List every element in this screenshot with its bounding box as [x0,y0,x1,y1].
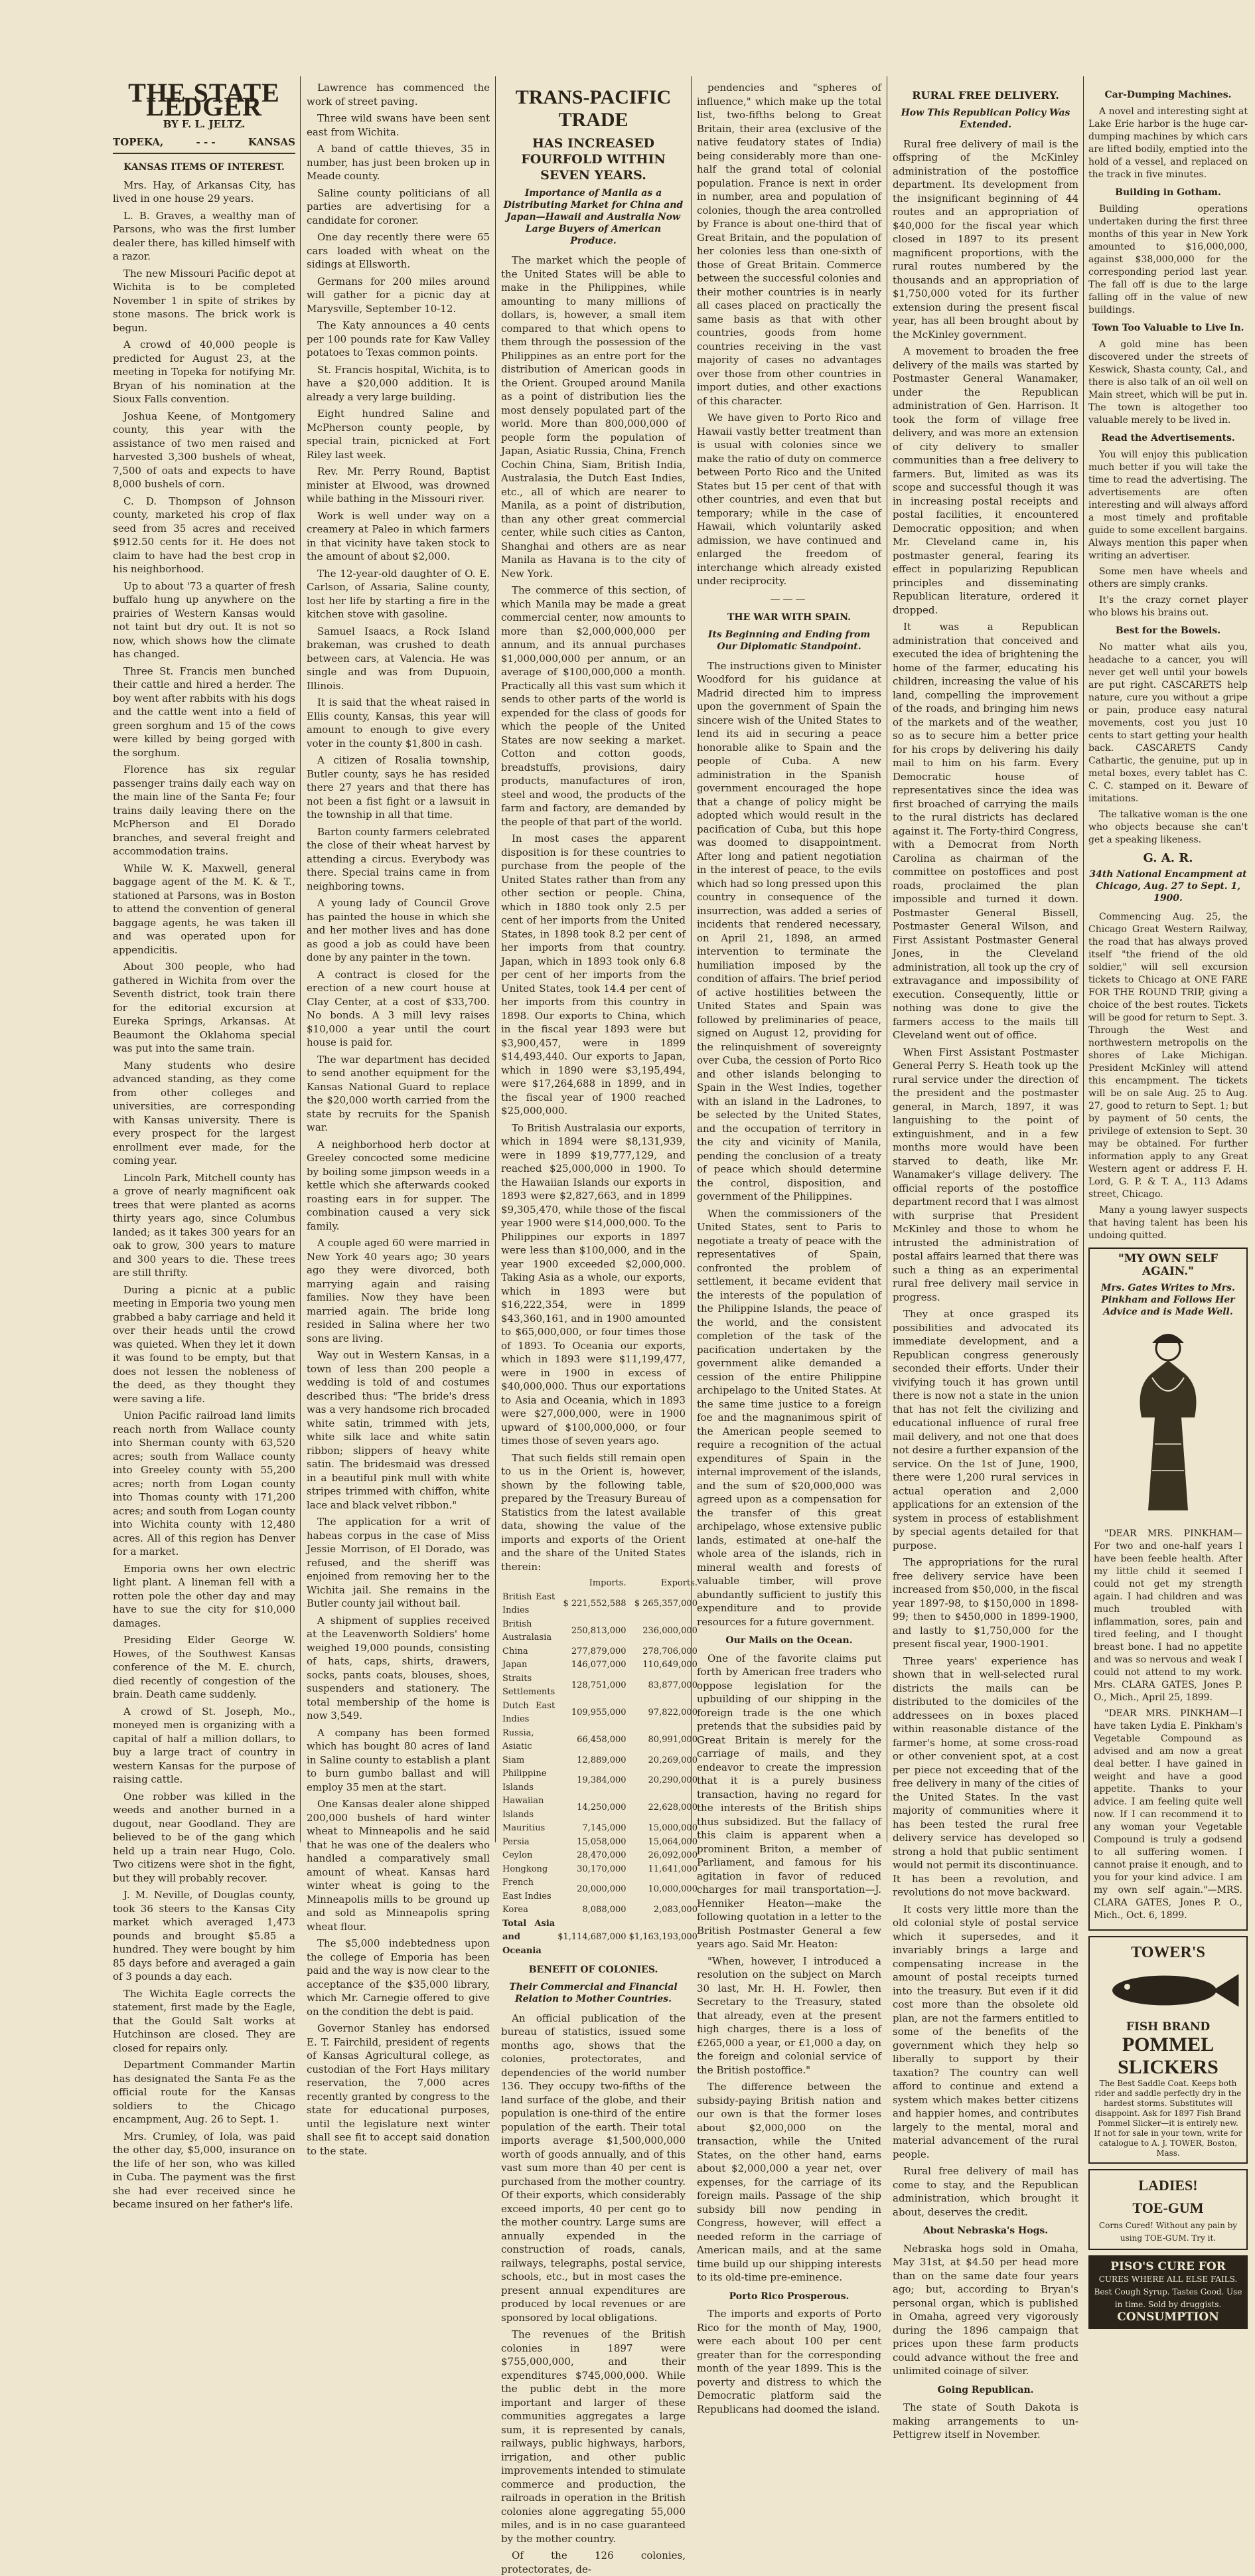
paragraph: Presiding Elder George W. Howes, of the Southwest Kansas conference of the M. E. church, died recently of congestion of the brain. Death came suddenly. [113,1634,295,1700]
paragraph: One of the favorite claims put forth by American free traders who oppose legislation for the upbuilding of our shipping in the foreign trade is the one which pretends that the subsidies paid by Great Britain is merely for the carriage of mails, and they endeavor to create the impression that it is a purely business transaction, having no regard for the interests of the British ships thus subsidized. But the fallacy of this claim is apparent when a prominent Briton, a member of Parliament, and famous for his agitation in favor of reduced charges for mail transportation—J. Henniker Heaton—make the following quotation in a letter to the British Postmaster General a few years ago. Said Mr. Heaton: [697,1652,881,1950]
table-cell: Straits Settlements [502,1673,555,1697]
table-cell: 278,706,000 [642,1646,698,1656]
divider: ——— [770,592,808,605]
paragraph: One day recently there were 65 cars loaded with wheat on the sidings at Ellsworth. [307,231,490,270]
paragraph: Many students who desire advanced standing, as they come from other colleges and universities, are corresponding with Kansas university. There is every prospect for the largest enrollment ever made, for the coming year. [113,1059,295,1167]
paragraph: pendencies and "spheres of influence," which make up the total list, two-fifths belong to Great Britain, their area (exclusive of the native feudatory states of India) being considerably more than one-half the grand total of colonial population. France is next in order in number, area and population of colonies, though the area controlled by France is about one-third that of Great Britain, and the population of her colonies less than one-sixth of those of Great Britain. Commerce between the successful colonies and their mother countries is in nearly all cases placed on practically the same basis as that with other countries, goods from home countries receiving in the vast majority of cases no advantages over those from other countries in import duties, and other exactions of this character. [697,82,881,407]
table-cell: 20,290,000 [648,1775,698,1786]
table-cell: 12,889,000 [577,1755,627,1765]
table-row [501,1849,699,1863]
paragraph: The market which the people of the United States will be able to make in the Philippines, while amounting to many millions of dollars, is, however, a small item compared to that which opens to them through the possession of the Philippines as an entre port for the distribution of American goods in the Orient. Grouped around Manila as a point of distribution lies the most densely populated part of the world. More than 800,000,000 of people form the population of Japan, Asiatic Russia, China, French Cochin China, Siam, British India, Australasia, the Dutch East Indies, etc., all of which are nearer to Manila, as a point of distribution, than any other great commercial center, while such cities as Canton, Shanghai and others are as near Manila as Havana is to the city of New York. [501,254,686,580]
section-heading: Best for the Bowels. [1115,625,1221,636]
masthead-byline: BY F. L. JELTZ. [163,118,246,130]
ad-small-print: CURES WHERE ALL ELSE FAILS. Best Cough Syrup. Tastes Good. Use in time. Sold by druggists. [1094,2275,1242,2309]
section-heading: THE WAR WITH SPAIN. [727,612,851,623]
paragraph: Barton county farmers celebrated the close of their wheat harvest by attending a circus. Everybody was there. Special trains came in from neighboring towns. [307,825,490,892]
table-cell: Ceylon [502,1850,533,1860]
paragraph: A citizen of Rosalia township, Butler county, says he has resided there 27 years and that there has not been a fist fight or a lawsuit in the township in all that time. [307,754,490,821]
table-cell: 8,088,000 [582,1905,627,1915]
paragraph: To British Australasia our exports, which in 1894 were $8,131,939, were in 1899 $19,777,129, and reached $25,000,000 in 1900. To the Hawaiian Islands our exports in 1893 were $2,827,663, and in 1899 $9,305,470, while those of the fiscal year 1900 were $14,000,000. To the Philippines our exports in 1897 were less than $100,000, and in the year 1900 exceeded $2,000,000. Taking Asia as a whole, our exports, which in 1893 were but $16,222,354, were in 1899 $43,360,161, and in 1900 amounted to $65,000,000, or four times those of 1893. To Oceania our exports, which in 1893 were $11,199,477, were in 1900 in excess of $40,000,000. Thus our exportations to Asia and Oceania, which in 1893 were $27,000,000, were in 1900 upward of $100,000,000, or four times those of seven years ago. [501,1121,686,1447]
table-cell: 7,145,000 [582,1823,627,1833]
ad-title: "MY OWN SELF AGAIN." [1118,1252,1218,1278]
paragraph: Work is well under way on a creamery at Paleo in which farmers in that vicinity have taken stock to the amount of about $2,000. [307,509,490,562]
paragraph: They at once grasped its possibilities and advocated its immediate development, and a Republican congress generously seconded their efforts. Under their vivifying touch it has grown until there is now not a state in the union that has not felt the civilizing and educational influence of rural free mail delivery, and not one that does not desire a further expansion of the service. On the 1st of June, 1900, there were 1,200 rural services in actual operation and 2,000 applications for an extension of the system in process of establishment by special agents detailed for that purpose. [893,1308,1078,1552]
paragraph: Florence has six regular passenger trains daily each way on the main line of the Santa Fe; four trains daily leaving there on the McPherson and El Dorado branches, and several freight and accommodation trains. [113,764,295,857]
table-row [501,1700,699,1727]
table-row [501,1836,699,1850]
column-5 [893,84,1078,2441]
paragraph: Joshua Keene, of Montgomery county, this year with the assistance of two men raised and harvested 3,300 bushels of wheat, 7,500 of oats and expects to have 8,000 bushels of corn. [113,410,295,490]
paragraph: Some men have wheels and others are simply cranks. [1088,566,1248,590]
table-cell: 97,822,000 [648,1707,698,1718]
paragraph: A band of cattle thieves, 35 in number, has just been broken up in Meade county. [307,143,490,182]
section-heading: Read the Advertisements. [1101,433,1235,443]
table-total-row [501,1917,699,1959]
woman-illustration-icon [1094,1325,1242,1524]
table-cell: Hongkong [502,1864,548,1874]
table-row [501,1795,699,1822]
table-cell: 19,384,000 [577,1775,627,1786]
paragraph: Lincoln Park, Mitchell county has a grove of nearly magnificent oak trees that were planted as acorns thirty years ago, since Columbus landed; as it takes 300 years for an oak to grow, 300 years to mature and 300 years to die. These trees are still thrifty. [113,1171,295,1279]
ad-headline: POMMEL SLICKERS [1118,2034,1218,2078]
paragraph: The Wichita Eagle corrects the statement, first made by the Eagle, that the Gould Salt works at Hutchinson are closed. They are closed for repairs only. [113,1987,295,2054]
paragraph: The imports and exports of Porto Rico for the month of May, 1900, were each about 100 per cent greater than for the corresponding month of the year 1899. This is the poverty and distress to which the Democratic platform said the Republicans had doomed the island. [697,2308,881,2415]
section-heading: Going Republican. [937,2384,1034,2395]
paragraph: Three wild swans have been sent east from Wichita. [307,112,490,138]
paragraph: J. M. Neville, of Douglas county, took 36 steers to the Kansas City market which averaged 1,473 pounds and brought $5.85 a hundred. They were bought by him 85 days before and averaged a gain of 3 pounds a day each. [113,1889,295,1982]
paragraph: It costs very little more than the old colonial style of postal service which it supersedes, and it invariably brings a large and compensating increase in the amount of postal receipts turned into the treasury. But even if it did cost more than the obsolete old plan, are not the farmers entitled to some of the benefits of the government which they help so liberally to support by their taxation? The country can well afford to continue and extend a system which makes better citizens and happier homes, and contributes largely to the mental, moral and material advancement of the rural people. [893,1903,1078,2160]
table-cell: British East Indies [502,1591,555,1615]
subheadline: HAS INCREASED FOURFOLD WITHIN SEVEN YEARS. [521,136,666,183]
paragraph: We have given to Porto Rico and Hawaii vastly better treatment than is usual with colonies since we make the ratio of duty on commerce between Porto Rico and the United States but 15 per cent of that with other countries, and even that but temporary; while in the case of Hawaii, which voluntarily asked admission, we have continued and enlarged the freedom of interchange which already existed under reciprocity. [697,412,881,587]
paragraph: It is said that the wheat raised in Ellis county, Kansas, this year will amount to enough to give every voter in the county $1,800 in cash. [307,696,490,750]
table-row [501,1658,699,1672]
table-row [501,1754,699,1768]
section-heading: About Nebraska's Hogs. [923,2225,1049,2236]
masthead-city: TOPEKA, [113,135,164,148]
paragraph: Eight hundred Saline and McPherson county people, by special train, picnicked at Fort Riley last week. [307,408,490,461]
table-cell: 146,077,000 [571,1660,627,1670]
paragraph: Nebraska hogs sold in Omaha, May 31st, at $4.50 per head more than on the same date four years ago; but, according to Bryan's personal organ, which is published in Omaha, agreed very vigorously during the 1896 campaign that prices upon these farm products could advance without the free and unlimited coinage of silver. [893,2242,1078,2377]
advertisement-pinkham [1088,1248,1248,1931]
advertisement-pisos [1088,2255,1248,2329]
table-row [501,1727,699,1754]
paragraph: It was a Republican administration that conceived and executed the idea of brightening the home of the farmer, educating his children, increasing the value of his land, compelling the improvement of the roads, and bringing him news of the markets and of the weather, so as to secure him a better price for his crops by delivering his daily mail to him on his farm. Every Democratic house of representatives since the idea was first broached of carrying the mails to the rural districts has declared against it. The Forty-third Congress, with a Democrat from North Carolina as chairman of the committee on postoffices and post roads, proclaimed the plan impossible and turned it down. Postmaster General Bissell, Postmaster General Wilson, and First Assistant Postmaster General Jones, in the Cleveland administration, all took up the cry of extravagance and impossibility of execution. Consequently, little or nothing was done to give the farmers access to the mails till Cleveland went out of office. [893,621,1078,1041]
table-cell: 28,470,000 [577,1850,627,1860]
paragraph: Way out in Western Kansas, in a town of less than 200 people a wedding is told of and costumes described thus: "The bride's dress was a very handsome rich brocaded white satin, trimmed with jets, white silk lace and white satin ribbon; slippers of heavy white satin. The bridesmaid was dressed in a beautiful pink mull with white stripes trimmed with chiffon, white lace and black velvet ribbon." [307,1349,490,1511]
table-cell: 15,064,000 [648,1836,698,1847]
paragraph: A neighborhood herb doctor at Greeley concocted some medicine by boiling some jimpson weeds in a kettle which she afterwards cooked roasting ears in for supper. The combination caused a very sick family. [307,1138,490,1232]
paragraph: Mrs. Hay, of Arkansas City, has lived in one house 29 years. [113,179,295,204]
paragraph: When the commissioners of the United States, sent to Paris to negotiate a treaty of peace with the representatives of Spain, confronted the problem of settlement, it became evident that the interests of the population of the Philippine Islands, the peace of the world, and the consistent completion of the task of the pacification undertaken by the government alike demanded a cession of the entire Philippine archipelago to the United States. At the same time justice to a foreign foe and the magnanimous spirit of the American people seemed to require a recognition of the actual expenditures of Spain in the internal improvement of the islands, and the sum of $20,000,000 was agreed upon as a compensation for the transfer of this great archipelago, whose extensive public lands, estimated at one-half the whole area of the islands, rich in mineral wealth and forests of valuable timber, will prove abundantly sufficient to justify this expenditure and to provide resources for a future government. [697,1207,881,1628]
paragraph: The Katy announces a 40 cents per 100 pounds rate for Kaw Valley potatoes to Texas common points. [307,319,490,359]
article-deck: How This Republican Policy Was Extended. [901,107,1070,130]
table-row [501,1618,699,1645]
section-heading: Porto Rico Prosperous. [729,2291,849,2302]
table-cell: 80,991,000 [648,1734,698,1745]
paragraph: A movement to broaden the free delivery of the mails was started by Postmaster General Wanamaker, under the Republican administration of Gen. Harrison. It took the form of village free delivery, and was more an extension of city delivery to smaller communities than a free delivery to farmers. But, limited as was its scope and successful though it was in increasing postal receipts and postal facilities, it encountered Democratic opposition; and when Mr. Cleveland came in, his postmaster general, fearing its effect in popularizing Republican principles and disseminating Republican literature, ordered it dropped. [893,345,1078,616]
table-row [501,1645,699,1659]
section-heading: Town Too Valuable to Live In. [1092,323,1244,333]
table-cell: 2,083,000 [653,1905,698,1915]
paragraph: Lawrence has commenced the work of street paving. [307,82,490,108]
paragraph: The state of South Dakota is making arrangements to un-Pettigrew itself in November. [893,2401,1078,2441]
column-6 [1088,84,1248,2324]
paragraph: The new Missouri Pacific depot at Wichita is to be completed November 1 in spite of strikes by stone masons. The brick work is begun. [113,267,295,334]
masthead-title: THE STATE LEDGER [128,78,280,121]
table-row [501,1767,699,1795]
table-cell: Japan [502,1660,528,1670]
ad-sub: FISH BRAND [1126,2020,1211,2034]
table-row [501,1672,699,1700]
table-cell: 20,000,000 [577,1884,627,1895]
paragraph: A couple aged 60 were married in New York 40 years ago; 30 years ago they were divorced, both marrying again and raising families. Now they have been married again. The bride long resided in Salina where her two sons are living. [307,1237,490,1344]
table-cell: 30,170,000 [577,1864,627,1874]
paragraph: The instructions given to Minister Woodford for his guidance at Madrid directed him to impress upon the government of Spain the sincere wish of the United States to lend its aid in securing a peace honorable alike to Spain and the people of Cuba. A new administration in the Spanish government encouraged the hope that a change of policy might be adopted which would result in the pacification of Cuba, but this hope was doomed to disappointment. After long and patient negotiation in the interest of peace, to the evils which had so long pressed upon this country in consequence of the insurrection, was added a series of incidents that rendered necessary, on April 21, 1898, an armed intervention to terminate the humiliation imposed by the condition of affairs. The brief period of active hostilities between the United States and Spain was followed by preliminaries of peace, signed on August 12, providing for the relinquishment of sovereignty over Cuba, the cession of Porto Rico and other islands belonging to Spain in the West Indies, together with an island in the Ladrones, to be selected by the United States, and the occupation of territory in the city and vicinity of Manila, pending the conclusion of a treaty of peace which should determine the control, disposition, and government of the Philippines. [697,659,881,1202]
paragraph: Three St. Francis men bunched their cattle and hired a herder. The boy went after rabbits with his dogs and the cattle went into a field of green sorghum and 15 of the cows were killed by being gorged with the sorghum. [113,665,295,759]
column-rule [495,76,496,1842]
paragraph: C. D. Thompson of Johnson county, marketed his crop of flax seed from 35 acres and received $912.50 cents for it. He does not claim to have had the best crop in his neighborhood. [113,495,295,575]
table-cell: 15,058,000 [577,1836,627,1847]
table-row [501,1903,699,1917]
table-cell: Korea [502,1905,528,1915]
section-heading: KANSAS ITEMS OF INTEREST. [123,162,285,173]
section-heading: BENEFIT OF COLONIES. [528,1965,658,1975]
table-cell: Russia, Asiatic [502,1728,534,1751]
paragraph: Many a young lawyer suspects that having talent has been his undoing quitted. [1088,1205,1248,1241]
trade-table [501,1577,699,1958]
table-row [501,1863,699,1877]
paragraph: "When, however, I introduced a resolution on the subject on March 30 last, Mr. H. H. Fowler, then Secretary to the Treasury, stated that already, even at the present high charges, there is a loss of £265,000 a year, or £1,000 a day, on the foreign and colonial service of the British postoffice." [697,1955,881,2076]
paragraph: Germans for 200 miles around will gather for a picnic day at Marysville, September 10-12. [307,275,490,315]
column-2 [307,81,490,2157]
masthead-state: KANSAS [248,135,295,148]
table-total-label: Total Asia and Oceania [502,1918,555,1956]
table-cell: 15,000,000 [648,1823,698,1833]
table-cell: Siam [502,1755,525,1765]
table-cell: $ 265,357,000 [634,1598,698,1609]
paragraph: The commerce of this section, of which Manila may be made a great commercial center, now amounts to more than $2,000,000,000 per annum, and its annual purchases $1,000,000,000 per annum, or an average of $100,000,000 a month. Practically all this vast sum which it sends to other parts of the world is expended for the class of goods for which the people of the United States are now seeking a market. Cotton and cotton goods, breadstuffs, provisions, dairy products, manufactures of iron, steel and wood, the products of the farm and factory, are demanded by the people of that part of the world. [501,584,686,828]
table-cell: $ 221,552,588 [563,1598,627,1609]
paragraph: The $5,000 indebtedness upon the college of Emporia has been paid and the way is now clear to the acceptance of the $35,000 library, which Mr. Carnegie offered to give on the condition the debt is paid. [307,1937,490,2018]
paragraph: It's the crazy cornet player who blows his brains out. [1088,595,1248,618]
ad-deck: Mrs. Gates Writes to Mrs. Pinkham and Follows Her Advice and is Made Well. [1101,1283,1235,1317]
paragraph: A young lady of Council Grove has painted the house in which she and her mother lives and has done as good a job as could have been done by any painter in the town. [307,897,490,963]
paragraph: Rural free delivery of mail is the offspring of the McKinley administration of the postoffice department. Its development from the insignificant beginning of 44 routes and an appropriation of $40,000 for the fiscal year which closed in 1897 to its present magnificent proportions, with the rural routes numbered by the thousands and an appropriation of $1,750,000 voted for its further extension during the present fiscal year, has all been brought about by the McKinley government. [893,137,1078,341]
paragraph: When First Assistant Postmaster General Perry S. Heath took up the rural service under the direction of the president and the postmaster general, in March, 1897, it was languishing to the point of extinguishment, and in a few months more would have been starved to death, like Mr. Wanamaker's village delivery. The official reports of the postoffice department record that I was almost with surprise that President McKinley and those to whom he intrusted the administration of postal affairs learned that there was such a thing as an experimental rural free delivery mail service in progress. [893,1046,1078,1303]
section-heading: Our Mails on the Ocean. [725,1635,853,1646]
section-heading: Building in Gotham. [1115,187,1221,198]
paragraph: The difference between the subsidy-paying British nation and our own is that the former loses about $2,000,000 on the transaction, while the United States, on the other hand, earns about $2,000,000 a year net, over expenses, for the carriage of its foreign mails. Passage of the ship subsidy bill now pending in Congress, however, will effect a needed reform in the carriage of American mails, and at the same time build up our shipping interests to its old-time pre-eminence. [697,2081,881,2283]
table-cell: 10,000,000 [648,1884,698,1895]
masthead-dashes: - - - [196,135,216,148]
paragraph: A gold mine has been discovered under the streets of Keswick, Shasta county, Cal., and there is also talk of an oil well on Main street, which will be put in. The town is altogether too valuable merely to be lived in. [1088,339,1248,426]
table-cell: 250,813,000 [571,1625,627,1636]
section-heading: G. A. R. [1143,851,1193,865]
paragraph: Department Commander Martin has designated the Santa Fe as the official route for the Kansas soldiers to the Chicago encampment, Aug. 26 to Sept. 1. [113,2059,295,2125]
ad-brand: TOE-GUM [1132,2200,1204,2216]
ad-small-print: Corns Cured! Without any pain by using TOE-GUM. Try it. [1098,2221,1238,2243]
paragraph: While W. K. Maxwell, general baggage agent of the M. K. & T., stationed at Parsons, was in Boston to attend the convention of general baggage agents, he was taken ill and was operated upon for appendicitis. [113,862,295,956]
table-cell: British Australasia [502,1619,552,1643]
paragraph: Saline county politicians of all parties are advertising for a candidate for coroner. [307,187,490,226]
paragraph: You will enjoy this publication much better if you will take the time to read the advertising. The advertisements are often interesting and will always afford a most timely and profitable guide to some excellent bargains. Always mention this paper when writing an advertiser. [1088,449,1248,561]
paragraph: The war department has decided to send another equipment for the Kansas National Guard to replace the $20,000 worth carried from the state by recruits for the Spanish war. [307,1053,490,1133]
paragraph: Rev. Mr. Perry Round, Baptist minister at Elwood, was drowned while bathing in the Missouri river. [307,465,490,505]
table-cell: 14,250,000 [577,1803,627,1813]
paragraph: No matter what ails you, headache to a cancer, you will never get well until your bowels are put right. CASCARETS help nature, cure you without a gripe or pain, produce easy natural movements, cost you just 10 cents to start getting your health back. CASCARETS Candy Cathartic, the genuine, put up in metal boxes, every tablet has C. C. C. stamped on it. Beware of imitations. [1088,642,1248,804]
ad-paragraph: "DEAR MRS. PINKHAM—For two and one-half years I have been feeble health. After my little child it seemed I could not get my strength again. I had children and was much troubled with inflammation, sores, pain and tired feeling, and I thought breast bone. I had no appetite and was so nervous and weak I could not attend to my work. Mrs. CLARA GATES, Jones P. O., Mich., April 25, 1899. [1094,1528,1242,1703]
table-cell: Hawaiian Islands [502,1796,544,1820]
table-header-cell: Exports. [660,1578,698,1588]
ad-headline: PISO'S CURE FOR [1110,2260,1226,2273]
paragraph: The 12-year-old daughter of O. E. Carlson, of Assaria, Saline county, lost her life by starting a fire in the kitchen stove with gasoline. [307,567,490,620]
article-deck: 34th National Encampment at Chicago, Aug. 27 to Sept. 1, 1900. [1089,869,1247,904]
table-header-row [501,1577,699,1591]
paragraph: An official publication of the bureau of statistics, issued some months ago, shows that the colonies, protectorates, and dependencies of the world number 136. They occupy two-fifths of the land surface of the globe, and their population is one-third of the entire population of the earth. Their total imports average $1,500,000,000 worth of goods annually, and of this vast sum more than 40 per cent is purchased from the mother country. Of their exports, which considerably exceed imports, 40 per cent go to the mother country. Large sums are annually expended in the construction of roads, canals, railways, telegraphs, postal service, schools, etc., but in most cases the present annual expenditures are produced by local revenues or are sponsored by local obligations. [501,2012,686,2324]
table-cell: Mauritius [502,1823,546,1833]
table-cell: 128,751,000 [571,1680,627,1690]
section-heading: RURAL FREE DELIVERY. [912,89,1059,102]
table-cell: Dutch East Indies [502,1700,555,1724]
paragraph: Commencing Aug. 25, the Chicago Great Western Railway, the road that has always proved itself "the friend of the old soldier," will sell excursion tickets to Chicago at ONE FARE FOR THE ROUND TRIP, giving a choice of the best routes. Tickets will be good for return to Sept. 3. Through the West and northwestern metropolis on the shores of Lake Michigan. President McKinley will attend this encampment. The tickets will be on sale Aug. 25 to Aug. 27, good to return to Sept. 1; but by payment of 50 cents, the privilege of extension to Sept. 30 may be obtained. For further information apply to any Great Western agent or address F. H. Lord, G. P. & T. A., 113 Adams street, Chicago. [1088,912,1248,1200]
table-cell: Persia [502,1836,530,1847]
table-total-exports: $1,163,193,000 [628,1932,698,1942]
paragraph: The revenues of the British colonies in 1897 were $755,000,000, and their expenditures $745,000,000. While the public debt in the more important and larger of these communities aggregates a large sum, it is represented by canals, railways, public highways, harbors, irrigation, and other public improvements intended to stimulate commerce and production, the railroads in operation in the British colonies alone aggregating 55,000 miles, and is in no case guaranteed by the mother country. [501,2328,686,2545]
table-header-cell [501,1577,556,1591]
table-cell: 236,000,000 [642,1625,698,1636]
paragraph: About 300 people, who had gathered in Wichita from over the Seventh district, took train there for the editorial excursion at Eureka Springs, Arkansas. At Beaumont the Oklahoma special was put into the same train. [113,961,295,1054]
paragraph: The appropriations for the rural free delivery service have been increased from $50,000, in the fiscal year 1897-98, to $150,000 in 1898-99; then to $450,000 in 1899-1900, and lastly to $1,750,000 for the present fiscal year, 1900-1901. [893,1556,1078,1650]
table-cell: 26,092,000 [648,1850,698,1860]
paragraph: Up to about '73 a quarter of fresh buffalo hung up anywhere on the prairies of Western Kansas would not taint but dry out. It is not so now, which shows how the climate has changed. [113,580,295,660]
table-cell: 109,955,000 [571,1707,627,1718]
table-cell: 277,879,000 [571,1646,627,1656]
table-cell: French East Indies [502,1878,552,1901]
column-4 [697,81,881,2415]
table-cell: 110,649,000 [642,1660,698,1670]
paragraph: St. Francis hospital, Wichita, is to have a $20,000 addition. It is already a very large building. [307,363,490,403]
masthead-dateline [113,135,295,155]
paragraph: A shipment of supplies received at the Leavenworth Soldiers' home weighed 19,000 pounds, consisting of hats, caps, shirts, drawers, socks, pants coats, blouses, shoes, suspenders and stationery. The total membership of the home is now 3,549. [307,1614,490,1722]
paragraph: A company has been formed which has bought 80 acres of land in Saline county to establish a plant to burn gumbo ballast and will employ 35 men at the start. [307,1726,490,1793]
ad-paragraph: "DEAR MRS. PINKHAM—I have taken Lydia E. Pinkham's Vegetable Compound as advised and am now a great deal better. I have gained in weight and have a good appetite. Thanks to your advice. I am feeling quite well now. If I can recommend it to any woman your Vegetable Compound is truly a godsend to all suffering women. I cannot praise it enough, and to you for your kind advice. I am my own self again."—MRS. CLARA GATES, Jones P. O., Mich., Oct. 6, 1899. [1094,1708,1242,1921]
paragraph: Three years' experience has shown that in well-selected rural districts the mails can be distributed to the domiciles of the addressees on in boxes placed within reasonable distance of the farmer's home, at some cross-road or other convenient spot, at a cost per piece not exceeding that of the free delivery in many of the cities of the United States. In the vast majority of communities where it has been tested the rural free delivery service has developed so strong a hold that public sentiment would not permit its discontinuance. It has been a revolution, and revolutions do not move backward. [893,1654,1078,1898]
article-deck: Its Beginning and Ending from Our Diplomatic Standpoint. [707,629,871,652]
table-cell: 11,641,000 [648,1864,698,1874]
table-cell: 83,877,000 [648,1680,698,1690]
column-1 [113,78,295,2210]
section-heading: Car-Dumping Machines. [1104,90,1232,100]
table-row [501,1876,699,1903]
paragraph: Union Pacific railroad land limits reach north from Wallace county into Sherman county with 63,520 acres; south from Wallace county into Greeley county with 55,200 acres; north from Logan county into Thomas county with 171,200 acres; and south from Logan county into Wichita county with 12,480 acres. All of this region has Denver for a market. [113,1409,295,1558]
paragraph: Of the 126 colonies, protectorates, de- [501,2549,686,2575]
paragraph: L. B. Graves, a wealthy man of Parsons, who was the first lumber dealer there, has killed himself with a razor. [113,209,295,262]
table-cell: 66,458,000 [577,1734,627,1745]
paragraph: One robber was killed in the weeds and another burned in a dugout, near Goodland. They are believed to be of the gang which held up a train near Hugo, Colo. Two citizens were shot in the fight, but they will probably recover. [113,1790,295,1884]
paragraph: The application for a writ of habeas corpus in the case of Miss Jessie Morrison, of El Dorado, was refused, and the sheriff was enjoined from removing her to the Wichita jail. She remains in the Butler county jail without bail. [307,1516,490,1609]
paragraph: Building operations undertaken during the first three months of this year in New York amounted to $16,000,000, against $38,000,000 for the corresponding period last year. The fall off is due to the large falling off in the value of new buildings. [1088,204,1248,315]
paragraph: One Kansas dealer alone shipped 200,000 bushels of hard winter wheat to Minneapolis and he said that he was one of the dealers who handled a comparatively small amount of wheat. Kansas hard winter wheat is going to the Minneapolis mills to be ground up and sold as Minneapolis spring wheat flour. [307,1798,490,1933]
column-rule [300,76,301,1842]
advertisement-towers [1088,1936,1248,2164]
column-3 [501,84,698,2575]
column-rule [1083,76,1084,1842]
paragraph: The talkative woman is the one who objects because she can't get a speaking likeness. [1088,809,1248,845]
article-deck: Their Commercial and Financial Relation to Mother Countries. [509,1981,678,2004]
paragraph: During a picnic at a public meeting in Emporia two young men grabbed a baby carriage and held it over their heads until the crowd was quieted. When they let it down it was found to be empty, but that does not lessen the nobleness of the deed, as they thought they were saving a life. [113,1283,295,1405]
paragraph: A novel and interesting sight at Lake Erie harbor is the huge car-dumping machines by which cars are lifted bodily, emptied into the hold of a vessel, and replaced on the track in five minutes. [1088,106,1248,180]
ad-brand: TOWER'S [1131,1944,1205,1961]
paragraph: A crowd of St. Joseph, Mo., moneyed men is organizing with a capital of half a million dollars, to buy a large tract of country in western Kansas for the purpose of raising cattle. [113,1705,295,1785]
paragraph: A contract is closed for the erection of a new court house at Clay Center, at a cost of $33,700. No bonds. A 3 mill levy raises $10,000 a year until the court house is paid for. [307,968,490,1048]
headline: TRANS-PACIFIC TRADE [515,86,672,131]
paragraph: In most cases the apparent disposition is for these countries to purchase from the people of the United States rather than from any other section or people. China, which in 1880 took only 2.5 per cent of her imports from the United States, in 1898 took 8.2 per cent of her imports from that country. Japan, which in 1893 took only 6.8 per cent of her imports from the United States, took 14.4 per cent of her imports from this country in 1898. Our exports to China, which in the fiscal year 1893 were but $3,900,457, were in 1899 $14,493,440. Our exports to Japan, which in 1890 were $3,195,494, were $17,264,688 in 1899, and in the fiscal year of 1900 reached $25,000,000. [501,833,686,1117]
table-cell: 20,269,000 [648,1755,698,1765]
paragraph: Rural free delivery of mail has come to stay, and the Republican administration, which brought it about, deserves the credit. [893,2165,1078,2218]
paragraph: A crowd of 40,000 people is predicted for August 23, at the meeting in Topeka for notifying Mr. Bryan of his nomination at the Sioux Falls convention. [113,339,295,405]
table-row [501,1591,699,1618]
table-cell: Philippine Islands [502,1769,547,1793]
fish-icon [1094,1964,1242,2017]
table-total-imports: $1,114,687,000 [557,1932,627,1942]
table-header-cell: Imports. [589,1578,627,1588]
advertisement-toe-gum [1088,2169,1248,2250]
paragraph: Governor Stanley has endorsed E. T. Fairchild, president of regents of Kansas Agricultural college, as custodian of the Fort Hays military reservation, the 7,000 acres recently granted by congress to the state for educational purposes, until the legislature next winter shall see fit to accept said donation to the state. [307,2022,490,2157]
ad-small-print: The Best Saddle Coat. Keeps both rider and saddle perfectly dry in the hardest storms. Substitutes will disappoint. Ask for 1897 Fish Brand Pommel Slicker—it is entirely new. If not for sale in your town, write for catalogue to A. J. TOWER, Boston, Mass. [1094,2079,1242,2158]
paragraph: Emporia owns her own electric light plant. A lineman fell with a rotten pole the other day and may have to sue the city for $10,000 damages. [113,1562,295,1629]
article-deck: Importance of Manila as a Distributing Market for China and Japan—Hawaii and Australia Now Large Buyers of American Produce. [503,188,684,246]
paragraph: Mrs. Crumley, of Iola, was paid the other day, $5,000, insurance on the life of her son, who was killed in Cuba. The payment was the first she had ever received since he became insured on her father's life. [113,2130,295,2210]
table-cell: 22,628,000 [648,1803,698,1813]
article-body [113,179,295,2212]
paragraph: Samuel Isaacs, a Rock Island brakeman, was crushed to death between cars, at Valencia. He was single and was from Dupuoin, Illinois. [307,625,490,692]
table-cell: China [502,1646,528,1656]
table-row [501,1822,699,1836]
ad-headline: LADIES! [1138,2177,1198,2194]
ad-brand: CONSUMPTION [1117,2310,1219,2324]
paragraph: That such fields still remain open to us in the Orient is, however, shown by the following table, prepared by the Treasury Bureau of Statistics from the latest available data, showing the value of the imports and exports of the Orient and the share of the United States therein: [501,1451,686,1573]
